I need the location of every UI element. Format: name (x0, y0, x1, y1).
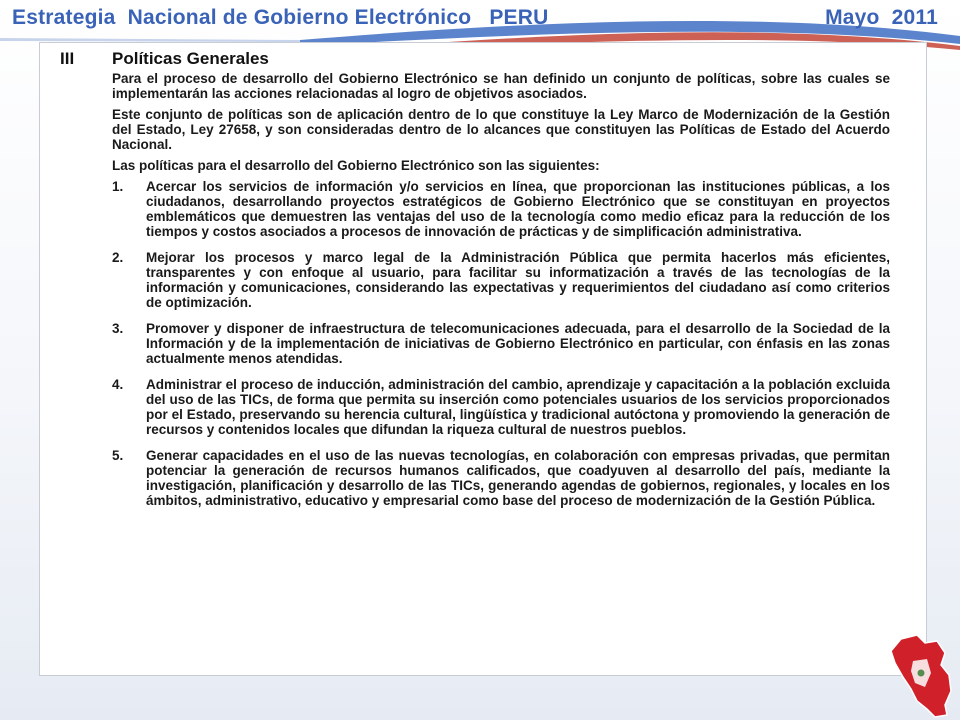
list-item-text: Generar capacidades en el uso de las nuevas tecnologías, en colaboración con empresas privadas, que permitan potenciar la generación de recursos humanos calificados, que coadyuven al desarrollo del país, mediante la investigación, planificación y desarrollo de las TICs, generando agendas de gobiernos, regionales, y locales en los ámbitos, administrativo, educativo y empresarial como base del proceso de modernización de la Gestión Pública. (146, 448, 890, 508)
list-item (112, 321, 890, 366)
policy-list (112, 179, 890, 508)
paragraph-intro: Para el proceso de desarrollo del Gobierno Electrónico se han definido un conjunto de políticas, sobre las cuales se implementarán las acciones relacionadas al logro de objetivos asociados. (112, 71, 890, 101)
scanned-document-page (39, 42, 927, 676)
list-item-number: 2. (112, 250, 124, 265)
list-item-number: 1. (112, 179, 124, 194)
slide-date: Mayo 2011 (825, 6, 938, 29)
list-item (112, 250, 890, 310)
list-item (112, 179, 890, 239)
slide-title: Estrategia Nacional de Gobierno Electrónico PERU (12, 6, 549, 29)
list-item-text: Acercar los servicios de información y/o servicios en línea, que proporcionan las instituciones públicas, a los ciudadanos, desarrollando proyectos estratégicos de Gobierno Electrónico que se constituyan en proyectos emblemáticos que demuestren las ventajas del uso de la tecnología como medio eficaz para la reducción de los tiempos y costos asociados a procesos de innovación de prácticas y de simplificación administrativa. (146, 179, 890, 239)
list-item-text: Administrar el proceso de inducción, administración del cambio, aprendizaje y capacitación a la población excluida del uso de las TICs, de forma que permita su inserción como potenciales usuarios de los servicios proporcionados por el Estado, preservando su herencia cultural, lingüística y tradicional autóctona y promoviendo la generación de recursos y contenidos locales que difundan la riqueza cultural de nuestros pueblos. (146, 377, 890, 437)
document-content (60, 49, 890, 519)
slide-header (12, 6, 950, 34)
list-item-number: 3. (112, 321, 124, 336)
list-item-number: 4. (112, 377, 124, 392)
paragraph-list-intro: Las políticas para el desarrollo del Gobierno Electrónico son las siguientes: (112, 158, 600, 173)
paragraph-scope: Este conjunto de políticas son de aplicación dentro de lo que constituye la Ley Marco de Modernización de la Gestión del Estado, Ley 27658, y son consideradas dentro de lo alcances que constituyen las Políticas de Estado del Acuerdo Nacional. (112, 107, 890, 152)
section-title: Políticas Generales (112, 49, 269, 68)
list-item-text: Mejorar los procesos y marco legal de la Administración Pública que permita hacerlos más eficientes, transparentes y con enfoque al usuario, para facilitar su informatización a través de las tecnologías de la información y comunicaciones, considerando las expectativas y requerimientos del ciudadano así como criterios de optimización. (146, 250, 890, 310)
list-item-text: Promover y disponer de infraestructura de telecomunicaciones adecuada, para el desarrollo de la Sociedad de la Información y de la implementación de iniciativas de Gobierno Electrónico en particular, con énfasis en las zonas actualmente menos atendidas. (146, 321, 890, 366)
list-item (112, 448, 890, 508)
section-number: III (60, 49, 75, 68)
peru-map-icon (887, 631, 960, 720)
section-heading (60, 49, 890, 69)
list-item-number: 5. (112, 448, 124, 463)
section-body (112, 71, 890, 508)
list-item (112, 377, 890, 437)
